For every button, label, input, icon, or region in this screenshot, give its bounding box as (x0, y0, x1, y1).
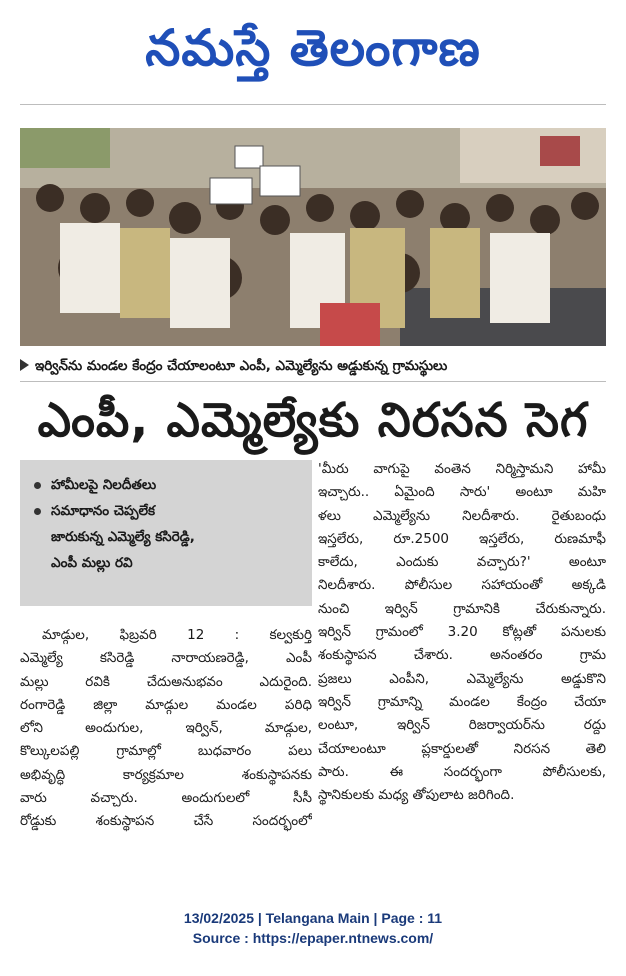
news-photo (20, 128, 606, 346)
highlight-line: హామీలపై నిలదీతలు (51, 477, 157, 493)
body-line: లోని అందుగుల, ఇర్విన్, మాడ్గుల, (20, 720, 312, 737)
caption-divider (20, 381, 606, 382)
body-line: ఇర్విన్ గ్రామంలో 3.20 కోట్లతో పనులకు (318, 624, 606, 641)
body-line: రంగారెడ్డి జిల్లా మాడ్గుల మండల పరిధి (20, 696, 312, 713)
body-line: కాలేదు, ఎందుకు వచ్చారు?' అంటూ (318, 554, 606, 571)
highlight-line: సమాధానం చెప్పలేక (51, 503, 156, 519)
highlights-box (20, 460, 312, 606)
photo-caption-text: ఇర్విన్‌ను మండల కేంద్రం చేయాలంటూ ఎంపీ, ఎమ్మెల్యేను అడ్డుకున్న గ్రామస్థులు (35, 358, 448, 374)
body-line: కొల్కులపల్లి గ్రామాల్లో బుధవారం పలు (20, 743, 312, 760)
body-line: ఇస్తలేరు, రూ.2500 ఇస్తలేరు, రుణమాఫీ (318, 530, 606, 547)
highlight-line: ఎంపీ మల్లు రవి (51, 555, 133, 571)
photo-caption (20, 352, 606, 380)
protest-crowd-photo-icon (20, 128, 606, 346)
body-line: పారు. ఈ సందర్భంగా పోలీసులకు, (318, 763, 606, 780)
body-line: వారు వచ్చారు. అందుగులలో సీసీ (20, 790, 312, 807)
article-body-right-column (314, 458, 606, 807)
bullet-icon (34, 508, 41, 515)
highlight-line: జారుకున్న ఎమ్మెల్యే కసిరెడ్డి, (51, 529, 195, 545)
body-line: నిలదీశారు. పోలీసుల సహాయంతో అక్కడి (318, 577, 606, 594)
page-footer (0, 908, 626, 948)
article-headline: ఎంపీ, ఎమ్మెల్యేకు నిరసన సెగ (37, 393, 589, 448)
article-body-left-column (20, 624, 312, 834)
body-line: నుంచి ఇర్విన్ గ్రామానికి చేరుకున్నారు. (318, 600, 606, 617)
body-line: ఇచ్చారు.. ఏమైంది సారు' అంటూ మహి (318, 484, 606, 501)
body-line: 'మీరు వాగుపై వంతెన నిర్మిస్తామని హామీ (318, 461, 606, 477)
footer-date-edition: 13/02/2025 | Telangana Main | Page : 11 (183, 910, 443, 926)
masthead (20, 6, 606, 90)
caption-arrow-icon (20, 359, 29, 371)
newspaper-title: నమస్తే తెలంగాణ (145, 18, 481, 77)
body-line: ఇర్విన్ గ్రామాన్ని మండల కేంద్రం చేయా (318, 693, 606, 710)
body-line: లంటూ, ఇర్విన్ రిజర్వాయర్‌ను రద్దు (318, 717, 606, 734)
body-line: చేయాలంటూ ప్లకార్డులతో నిరసన తెలి (318, 740, 606, 757)
footer-source-link[interactable]: Source : https://epaper.ntnews.com/ (192, 930, 434, 946)
body-line: మల్లు రవికి చేదుఅనుభవం ఎదురైంది. (20, 673, 312, 690)
body-line: ఎమ్మెల్యే కసిరెడ్డి నారాయణరెడ్డి, ఎంపీ (20, 650, 312, 667)
body-line: ప్రజలు ఎంపీని, ఎమ్మెల్యేను అడ్డుకొని (318, 670, 606, 687)
body-line: మాడ్గుల, ఫిబ్రవరి 12 : కల్వకుర్తి (42, 627, 312, 643)
body-line: ళలు ఎమ్మెల్యేను నిలదీశారు. రైతుబంధు (318, 507, 606, 524)
body-line: స్థానికులకు మధ్య తోపులాట జరిగింది. (318, 787, 515, 804)
highlight-item (34, 498, 302, 576)
body-line: అభివృద్ధి కార్యక్రమాల శంకుస్థాపనకు (20, 766, 312, 783)
body-line: శంకుస్థాపన చేశారు. అనంతరం గ్రామ (318, 647, 606, 664)
masthead-divider (20, 104, 606, 105)
body-line: రోడ్డుకు శంకుస్థాపన చేసే సందర్భంలో (20, 813, 312, 830)
highlight-item (34, 472, 302, 498)
bullet-icon (34, 482, 41, 489)
